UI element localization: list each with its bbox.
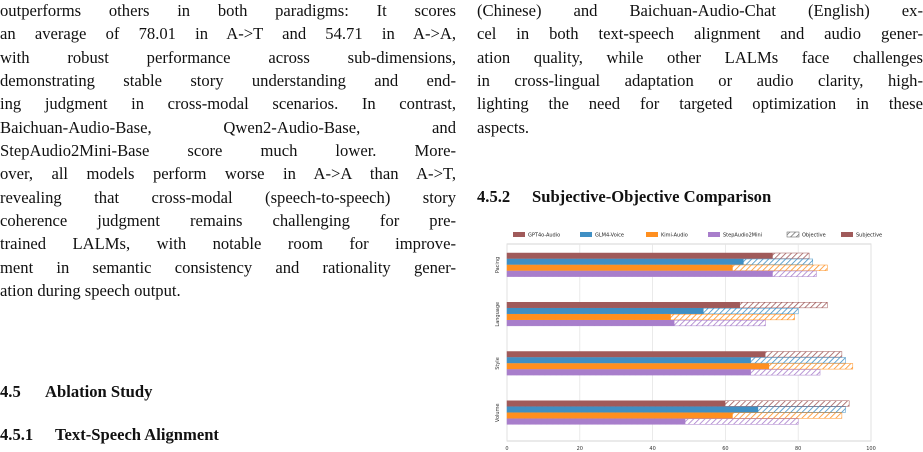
objective-bar — [507, 352, 765, 358]
left-paragraph-line: ation during speech output. — [0, 281, 181, 301]
objective-bar — [507, 308, 704, 314]
subsection-number-right: 4.5.2 — [477, 187, 511, 206]
legend-swatch — [513, 232, 525, 237]
left-paragraph-line: with robust performance across sub-dimensions, — [0, 47, 456, 67]
x-tick-label: 40 — [649, 446, 656, 452]
left-paragraph — [0, 0, 456, 302]
subjective-objective-chart — [477, 222, 923, 452]
left-paragraph-line: ing judgment in cross-modal scenarios. In contrast, — [0, 94, 456, 114]
legend-swatch — [841, 232, 853, 237]
objective-bar — [507, 401, 725, 407]
objective-bar — [507, 314, 671, 320]
left-paragraph-line: ment in semantic consistency and rationality gener- — [0, 257, 456, 277]
chart-legend — [513, 232, 882, 239]
x-tick-label: 100 — [866, 446, 876, 452]
legend-swatch — [646, 232, 658, 237]
objective-bar — [507, 302, 740, 308]
right-paragraph-line: cel in both text-speech alignment and audio gener- — [477, 24, 923, 44]
objective-bar — [507, 407, 758, 413]
section-heading — [0, 382, 152, 402]
x-tick-label: 20 — [576, 446, 583, 452]
left-paragraph-line: StepAudio2Mini-Base score much lower. More- — [0, 141, 456, 161]
objective-bar — [507, 370, 751, 376]
objective-bar — [507, 320, 674, 326]
subsection-title-right: Subjective-Objective Comparison — [532, 187, 772, 206]
legend-swatch — [787, 232, 799, 237]
legend-label: GLM4-Voice — [595, 232, 624, 239]
x-tick-labels — [505, 446, 875, 452]
legend-label: Objective — [802, 232, 826, 239]
objective-bar — [507, 253, 773, 259]
left-paragraph-line: over, all models perform worse in A->A than A->T, — [0, 164, 456, 184]
objective-bar — [507, 364, 769, 370]
right-paragraph-line: aspects. — [477, 117, 530, 137]
right-paragraph-line: in cross-lingual adaptation or audio clarity, high- — [477, 71, 923, 91]
y-tick-label: Style — [495, 357, 501, 370]
right-paragraph-line: ation quality, while other LALMs face challenges — [477, 47, 923, 67]
x-tick-label: 60 — [722, 446, 729, 452]
objective-bar — [507, 413, 733, 419]
y-tick-label: Language — [495, 301, 501, 327]
x-tick-label: 80 — [795, 446, 802, 452]
right-paragraph-line: lighting the need for targeted optimization in these — [477, 94, 923, 114]
objective-bar — [507, 419, 685, 425]
subsection-title: Text-Speech Alignment — [55, 425, 219, 444]
objective-bar — [507, 259, 744, 265]
left-paragraph-line: demonstrating stable story understanding and end- — [0, 71, 456, 91]
y-tick-labels — [495, 257, 501, 422]
left-paragraph-line: trained LALMs, with notable room for improve- — [0, 234, 456, 254]
left-paragraph-line: outperforms others in both paradigms: It scores — [0, 1, 456, 20]
y-tick-label: Pacing — [495, 256, 501, 274]
objective-bar — [507, 265, 733, 271]
legend-label: Kimi-Audio — [661, 232, 688, 239]
legend-label: GPT4o-Audio — [528, 232, 561, 239]
right-paragraph-line: (Chinese) and Baichuan-Audio-Chat (English) ex- — [477, 1, 923, 20]
legend-label: Subjective — [856, 232, 883, 239]
subsection-number: 4.5.1 — [0, 425, 34, 444]
left-paragraph-line: Baichuan-Audio-Base, Qwen2-Audio-Base, and — [0, 117, 456, 137]
objective-bar — [507, 358, 751, 364]
left-paragraph-line: revealing that cross-modal (speech-to-speech) story — [0, 187, 456, 207]
y-tick-label: Volume — [495, 403, 501, 423]
legend-swatch — [580, 232, 592, 237]
legend-label: StepAudio2Mini — [723, 232, 763, 239]
left-paragraph-line: coherence judgment remains challenging for pre- — [0, 211, 456, 231]
section-title: Ablation Study — [45, 382, 153, 401]
x-tick-label: 0 — [505, 446, 509, 452]
left-paragraph-line: an average of 78.01 in A->T and 54.71 in A->A, — [0, 24, 456, 44]
legend-swatch — [708, 232, 720, 237]
subsection-heading-right — [477, 187, 771, 207]
objective-bar — [507, 271, 773, 277]
section-number: 4.5 — [0, 382, 21, 401]
subsection-heading — [0, 425, 219, 445]
right-paragraph — [477, 0, 923, 139]
